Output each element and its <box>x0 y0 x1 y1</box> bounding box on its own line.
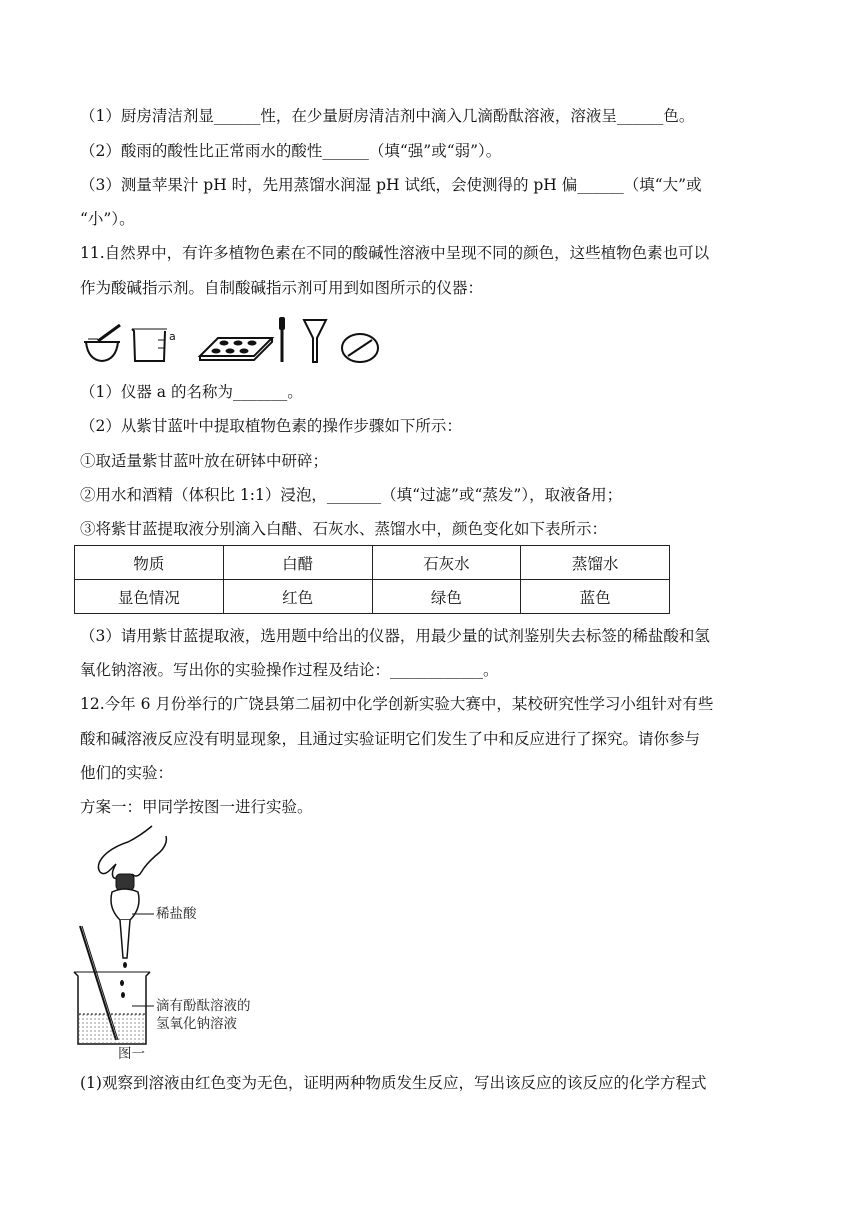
label-dilute-hcl: 稀盐酸 <box>156 906 197 922</box>
line-q11-step1: ①取适量紫甘蓝叶放在研钵中研碎； <box>80 452 329 470</box>
table-row <box>75 546 670 580</box>
table-cell: 蓝色 <box>521 580 670 614</box>
table-cell: 红色 <box>223 580 372 614</box>
dropper-icon <box>279 317 285 362</box>
color-table <box>74 545 670 614</box>
line-q10-1: （1）厨房清洁剂显______性，在少量厨房清洁剂中滴入几滴酚酞溶液，溶液呈______色。 <box>80 107 695 125</box>
experiment-figure <box>70 818 290 1063</box>
line-q12-title: 12.今年 6 月份举行的广饶县第二届初中化学创新实验大赛中，某校研究性学习小组针对有些 <box>80 695 714 713</box>
label-solution-line1: 滴有酚酞溶液的 <box>156 998 251 1014</box>
line-q11-title-b: 作为酸碱指示剂。自制酸碱指示剂可用到如图所示的仪器： <box>80 279 484 297</box>
label-solution-line2: 氢氧化钠溶液 <box>156 1016 237 1032</box>
drops-icon <box>120 962 127 998</box>
mortar-pestle-icon <box>84 325 120 361</box>
table-cell: 石灰水 <box>372 546 521 580</box>
instrument-figure <box>82 316 402 366</box>
line-q12-1: (1)观察到溶液由红色变为无色，证明两种物质发生反应，写出该反应的该反应的化学方程式 <box>80 1074 707 1092</box>
line-q12-title-c: 他们的实验： <box>80 764 174 782</box>
dropper-bulb-icon <box>111 874 139 958</box>
table-cell: 显色情况 <box>75 580 224 614</box>
table-cell: 蒸馏水 <box>521 546 670 580</box>
line-q12-plan1: 方案一：甲同学按图一进行实验。 <box>80 798 313 816</box>
funnel-icon <box>304 320 326 362</box>
table-row <box>75 580 670 614</box>
line-q11-2: （2）从紫甘蓝叶中提取植物色素的操作步骤如下所示： <box>80 417 462 435</box>
line-q11-title: 11.自然界中，有许多植物色素在不同的酸碱性溶液中呈现不同的颜色，这些植物色素也可以 <box>80 244 710 262</box>
filter-paper-icon <box>342 334 378 362</box>
line-q10-3b: “小”）。 <box>80 210 135 228</box>
line-q11-step2: ②用水和酒精（体积比 1:1）浸泡，_______（填“过滤”或“蒸发”），取液备用； <box>80 486 623 504</box>
beaker-icon <box>132 329 176 361</box>
line-q10-3: （3）测量苹果汁 pH 时，先用蒸馏水润湿 pH 试纸，会使测得的 pH 偏______（填“大”或 <box>80 176 702 194</box>
line-q11-step3: ③将紫甘蓝提取液分别滴入白醋、石灰水、蒸馏水中，颜色变化如下表所示： <box>80 520 608 538</box>
line-q11-1: （1）仪器 a 的名称为_______。 <box>80 383 303 401</box>
table-cell: 绿色 <box>372 580 521 614</box>
line-q10-2: （2）酸雨的酸性比正常雨水的酸性______（填“强”或“弱”）。 <box>80 142 502 160</box>
spot-plate-icon <box>200 338 272 360</box>
table-cell: 物质 <box>75 546 224 580</box>
instrument-a-label: a <box>169 330 176 343</box>
table-cell: 白醋 <box>223 546 372 580</box>
hand-icon <box>98 826 166 882</box>
line-q11-3: （3）请用紫甘蓝提取液，选用题中给出的仪器，用最少量的试剂鉴别失去标签的稀盐酸和氢 <box>80 627 710 645</box>
figure-caption: 图一 <box>118 1046 145 1062</box>
line-q11-3b: 氧化钠溶液。写出你的实验操作过程及结论：____________。 <box>80 661 499 679</box>
line-q12-title-b: 酸和碱溶液反应没有明显现象，且通过实验证明它们发生了中和反应进行了探究。请你参与 <box>80 730 701 748</box>
beaker-with-solution-icon <box>74 972 154 1044</box>
